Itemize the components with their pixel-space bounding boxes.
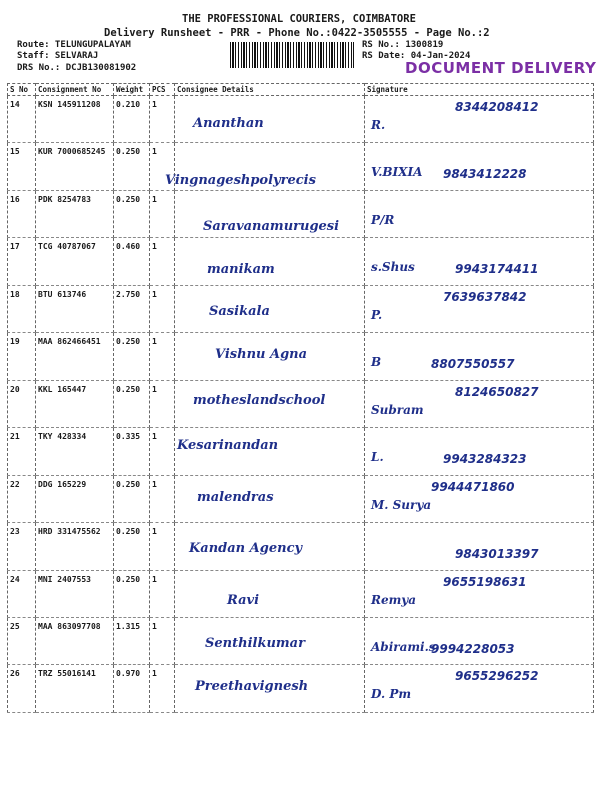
row-signature-cell xyxy=(365,285,594,332)
row-weight: 0.250 xyxy=(114,523,150,570)
table-row xyxy=(8,96,594,143)
row-pcs: 1 xyxy=(150,475,175,522)
row-consignment-no: TKY 428334 xyxy=(36,428,114,475)
row-consignee-cell xyxy=(175,285,365,332)
row-sno: 25 xyxy=(8,617,36,664)
table-row xyxy=(8,380,594,427)
row-consignee-cell xyxy=(175,523,365,570)
row-pcs: 1 xyxy=(150,190,175,237)
row-signature-cell xyxy=(365,475,594,522)
rs-date: RS Date: 04-Jan-2024 xyxy=(362,51,471,61)
row-pcs: 1 xyxy=(150,380,175,427)
row-sno: 20 xyxy=(8,380,36,427)
col-header-weight: Weight xyxy=(114,84,150,96)
signature-name: Abirami.s xyxy=(371,639,436,654)
signature-name: s.Shus xyxy=(371,260,415,275)
row-sno: 15 xyxy=(8,143,36,190)
consignee-handwritten-name: Ananthan xyxy=(193,116,264,131)
signature-phone: 7639637842 xyxy=(443,289,527,304)
signature-phone: 9943284323 xyxy=(443,452,527,467)
row-consignee-cell xyxy=(175,96,365,143)
table-row xyxy=(8,570,594,617)
row-signature-cell xyxy=(365,143,594,190)
row-signature-cell xyxy=(365,190,594,237)
consignee-handwritten-name: Saravanamurugesi xyxy=(203,218,340,234)
signature-name: L. xyxy=(371,450,384,465)
row-sno: 14 xyxy=(8,96,36,143)
row-consignee-cell xyxy=(175,428,365,475)
row-weight: 0.250 xyxy=(114,570,150,617)
signature-name: R. xyxy=(371,118,386,132)
row-pcs: 1 xyxy=(150,285,175,332)
consignee-handwritten-name: Senthilkumar xyxy=(205,635,305,651)
row-weight: 0.210 xyxy=(114,96,150,143)
row-sno: 26 xyxy=(8,665,36,713)
row-consignee-cell xyxy=(165,143,365,190)
rs-number: RS No.: 1300819 xyxy=(362,40,444,50)
consignee-handwritten-name: motheslandschool xyxy=(193,392,326,408)
row-pcs: 1 xyxy=(150,143,175,190)
row-weight: 0.250 xyxy=(114,190,150,237)
consignee-handwritten-name: malendras xyxy=(197,489,274,505)
row-weight: 1.315 xyxy=(114,617,150,664)
row-weight: 0.250 xyxy=(114,143,150,190)
signature-name: V.BIXIA xyxy=(371,165,423,180)
signature-name: Remya xyxy=(371,592,417,607)
signature-phone: 9943174411 xyxy=(455,262,539,277)
row-consignment-no: MAA 862466451 xyxy=(36,333,114,380)
row-signature-cell xyxy=(365,617,594,664)
row-consignee-cell xyxy=(175,570,365,617)
row-consignee-cell xyxy=(175,190,365,237)
row-signature-cell xyxy=(365,428,594,475)
signature-name: B xyxy=(371,355,382,370)
row-consignment-no: DDG 165229 xyxy=(36,475,114,522)
row-consignment-no: BTU 613746 xyxy=(36,285,114,332)
row-consignee-cell xyxy=(175,333,365,380)
row-consignment-no: KUR 7000685245 xyxy=(36,143,114,190)
signature-phone: 9655198631 xyxy=(443,574,527,589)
consignee-handwritten-name: Vishnu Agna xyxy=(215,347,308,363)
row-sno: 22 xyxy=(8,475,36,522)
row-sno: 23 xyxy=(8,523,36,570)
row-weight: 0.335 xyxy=(114,428,150,475)
table-row xyxy=(8,190,594,237)
row-weight: 0.250 xyxy=(114,380,150,427)
row-pcs: 1 xyxy=(150,665,175,713)
row-consignee-cell xyxy=(175,380,365,427)
row-consignee-cell xyxy=(175,665,365,713)
signature-name: P. xyxy=(371,307,383,322)
consignee-handwritten-name: Ravi xyxy=(227,592,260,608)
signature-phone: 8124650827 xyxy=(455,384,539,399)
runsheet-table xyxy=(7,83,594,713)
row-pcs: 1 xyxy=(150,428,175,475)
row-weight: 0.250 xyxy=(114,475,150,522)
row-consignment-no: KSN 145911208 xyxy=(36,96,114,143)
row-sno: 17 xyxy=(8,238,36,285)
table-header-row xyxy=(8,84,594,96)
table-row xyxy=(8,428,594,475)
company-title: THE PROFESSIONAL COURIERS, COIMBATORE xyxy=(182,13,416,25)
signature-phone: 8807550557 xyxy=(431,357,515,372)
signature-phone: 9843412228 xyxy=(443,167,527,182)
signature-name: P/R xyxy=(371,212,395,227)
consignee-handwritten-name: Vingnageshpolyrecis xyxy=(165,173,316,189)
col-header-signature: Signature xyxy=(365,84,594,96)
signature-phone: 9994228053 xyxy=(431,641,515,656)
row-pcs: 1 xyxy=(150,333,175,380)
row-signature-cell xyxy=(365,238,594,285)
row-sno: 21 xyxy=(8,428,36,475)
row-pcs: 1 xyxy=(150,617,175,664)
consignee-handwritten-name: Preethavignesh xyxy=(195,679,309,695)
row-consignment-no: MAA 863097708 xyxy=(36,617,114,664)
row-consignment-no: KKL 165447 xyxy=(36,380,114,427)
row-signature-cell xyxy=(365,96,594,143)
signature-name: M. Surya xyxy=(371,497,432,512)
row-signature-cell xyxy=(365,665,594,713)
row-sno: 19 xyxy=(8,333,36,380)
row-signature-cell xyxy=(365,523,594,570)
row-pcs: 1 xyxy=(150,96,175,143)
row-pcs: 1 xyxy=(150,523,175,570)
table-row xyxy=(8,617,594,664)
row-sno: 18 xyxy=(8,285,36,332)
consignee-handwritten-name: Kandan Agency xyxy=(189,541,303,557)
row-consignee-cell xyxy=(175,238,365,285)
row-consignee-cell xyxy=(175,475,365,522)
staff-label: Staff: SELVARAJ xyxy=(17,51,99,61)
consignee-handwritten-name: manikam xyxy=(207,262,275,278)
runsheet-subtitle: Delivery Runsheet - PRR - Phone No.:0422-3505555 - Page No.:2 xyxy=(104,27,490,39)
barcode xyxy=(230,42,354,68)
row-consignee-cell xyxy=(175,617,365,664)
col-header-sno: S No xyxy=(8,84,36,96)
col-header-consignment: Consignment No xyxy=(36,84,114,96)
col-header-pcs: PCS xyxy=(150,84,175,96)
signature-name: D. Pm xyxy=(371,687,412,702)
consignee-handwritten-name: Sasikala xyxy=(209,303,270,319)
signature-phone: 9843013397 xyxy=(455,547,539,562)
row-consignment-no: HRD 331475562 xyxy=(36,523,114,570)
row-sno: 16 xyxy=(8,190,36,237)
drs-number: DRS No.: DCJB130081902 xyxy=(17,63,137,73)
table-row xyxy=(8,523,594,570)
row-weight: 0.250 xyxy=(114,333,150,380)
row-signature-cell xyxy=(365,570,594,617)
signature-phone: 9655296252 xyxy=(455,669,539,684)
table-row xyxy=(8,285,594,332)
signature-name: Subram xyxy=(371,402,424,417)
row-pcs: 1 xyxy=(150,238,175,285)
row-weight: 0.460 xyxy=(114,238,150,285)
row-consignment-no: TRZ 55016141 xyxy=(36,665,114,713)
row-weight: 2.750 xyxy=(114,285,150,332)
row-pcs: 1 xyxy=(150,570,175,617)
route-label: Route: TELUNGUPALAYAM xyxy=(17,40,131,50)
row-signature-cell xyxy=(365,380,594,427)
consignee-handwritten-name: Kesarinandan xyxy=(177,438,279,454)
document-delivery-stamp: DOCUMENT DELIVERY xyxy=(405,59,597,77)
table-row xyxy=(8,238,594,285)
signature-phone: 8344208412 xyxy=(455,100,539,114)
table-row xyxy=(8,475,594,522)
col-header-consignee: Consignee Details xyxy=(175,84,365,96)
row-consignment-no: TCG 40787067 xyxy=(36,238,114,285)
row-weight: 0.970 xyxy=(114,665,150,713)
table-row xyxy=(8,665,594,713)
signature-phone: 9944471860 xyxy=(431,479,515,494)
row-consignment-no: MNI 2407553 xyxy=(36,570,114,617)
row-signature-cell xyxy=(365,333,594,380)
table-row xyxy=(8,333,594,380)
row-consignment-no: PDK 8254783 xyxy=(36,190,114,237)
table-row xyxy=(8,143,594,190)
row-sno: 24 xyxy=(8,570,36,617)
